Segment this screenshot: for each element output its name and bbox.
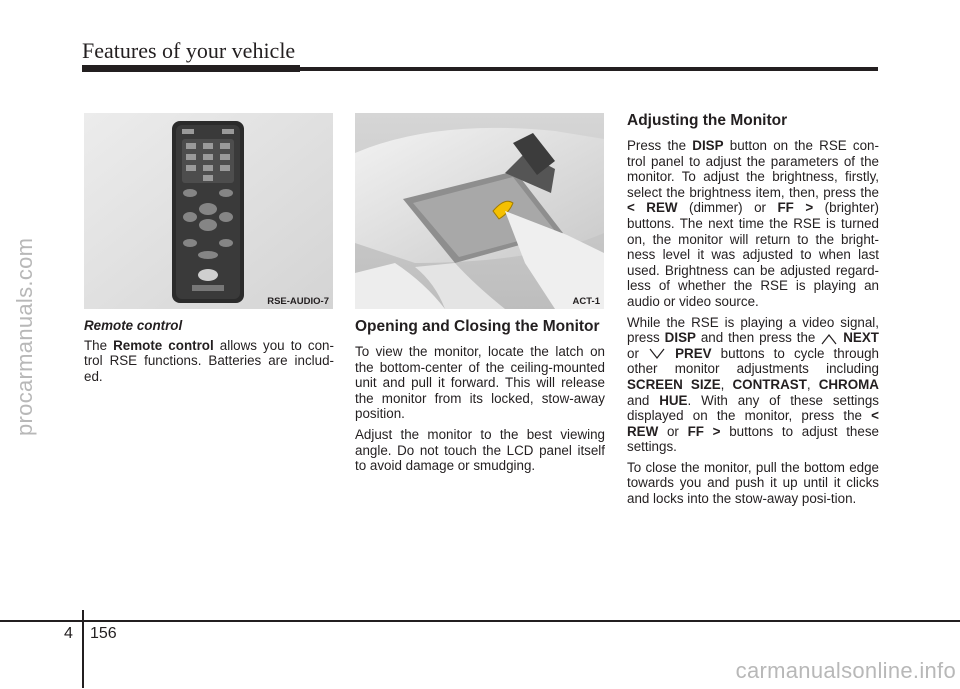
remote-figure-label: RSE-AUDIO-7 [267,296,329,307]
adjusting-paragraph-1 [627,138,879,310]
remote-control-illustration [84,113,333,309]
opening-paragraph-2: Adjust the monitor to the best viewing angle. Do not touch the LCD panel itself to avoid damage or smudging. [355,426,605,474]
up-arrow-icon [820,333,838,345]
header-rule [82,67,878,71]
chapter-number: 4 [64,625,73,642]
down-arrow-icon [648,348,666,360]
text-span: or [627,345,639,361]
footer-rule [0,620,960,622]
column-remote-control [84,318,334,389]
opening-paragraph-1: To view the monitor, locate the latch on the bottom-center of the ceiling-mounted unit and pull it forward. This will release the monitor from its locked, stow-away position. [355,344,605,422]
overhead-monitor-figure [355,113,604,309]
text-span: (brighter) buttons. The next time the RSE is turned on, the monitor will return to the bright-ness level it was adjusted to when last used. Brightness can be adjusted regard-less of whether the RSE is playing an audio or video source. [627,200,879,309]
page-header-title: Features of your vehicle [82,38,296,63]
text-span: or [666,423,679,439]
page-number: 156 [90,625,117,642]
text-span: buttons to adjust these settings. [627,423,879,455]
text-span: allows you to con-trol RSE functions. Batteries are includ-ed. [84,337,334,384]
text-span: and then press the [700,330,816,346]
next-button-ref: NEXT [843,330,879,346]
monitor-illustration [355,113,604,309]
section-heading-opening: Opening and Closing the Monitor [355,318,600,335]
text-span: and [627,392,650,408]
remote-control-caption: Remote control [84,318,183,333]
rew-button-ref: < REW [627,200,678,216]
remote-control-figure [84,113,333,309]
footer-divider [82,610,84,688]
prev-button-ref: PREV [675,345,712,361]
ff-button-ref: FF > [777,200,814,216]
section-heading-adjusting: Adjusting the Monitor [627,112,788,129]
side-watermark: procarmanuals.com [12,237,37,436]
text-span: The [84,337,108,353]
contrast-term: CONTRAST [732,376,807,392]
column-adjusting-monitor [627,112,879,512]
bold-term: Remote control [113,337,214,353]
text-span: , [720,376,725,392]
chroma-term: CHROMA [818,376,879,392]
text-span: (dimmer) or [689,200,766,216]
text-span: , [806,376,811,392]
remote-control-paragraph [84,338,334,385]
text-span: button on the RSE con-trol panel to adjust the parameters of the monitor. To adjust the brightness, firstly, select the brightness item, then, press the [627,138,879,200]
bottom-watermark: carmanualsonline.info [735,658,956,683]
ff-button-ref: FF > [687,423,721,439]
screen-size-term: SCREEN SIZE [627,376,721,392]
disp-button-ref: DISP [664,330,696,346]
rew-button-ref: < REW [627,408,879,439]
text-span: While the RSE is playing a video signal, press [627,314,879,346]
column-opening-closing [355,318,605,479]
hue-term: HUE [659,392,688,408]
text-span: . With any of these settings displayed on the monitor, press the [627,392,879,424]
disp-button-ref: DISP [692,138,724,153]
text-span: Press the [627,138,687,153]
adjusting-paragraph-2 [627,315,879,455]
adjusting-paragraph-3: To close the monitor, pull the bottom edge towards you and push it up until it clicks and locks into the stow-away posi-tion. [627,459,879,507]
monitor-figure-label: ACT-1 [572,296,600,307]
text-span: buttons to cycle through other monitor adjustments including [627,345,879,377]
